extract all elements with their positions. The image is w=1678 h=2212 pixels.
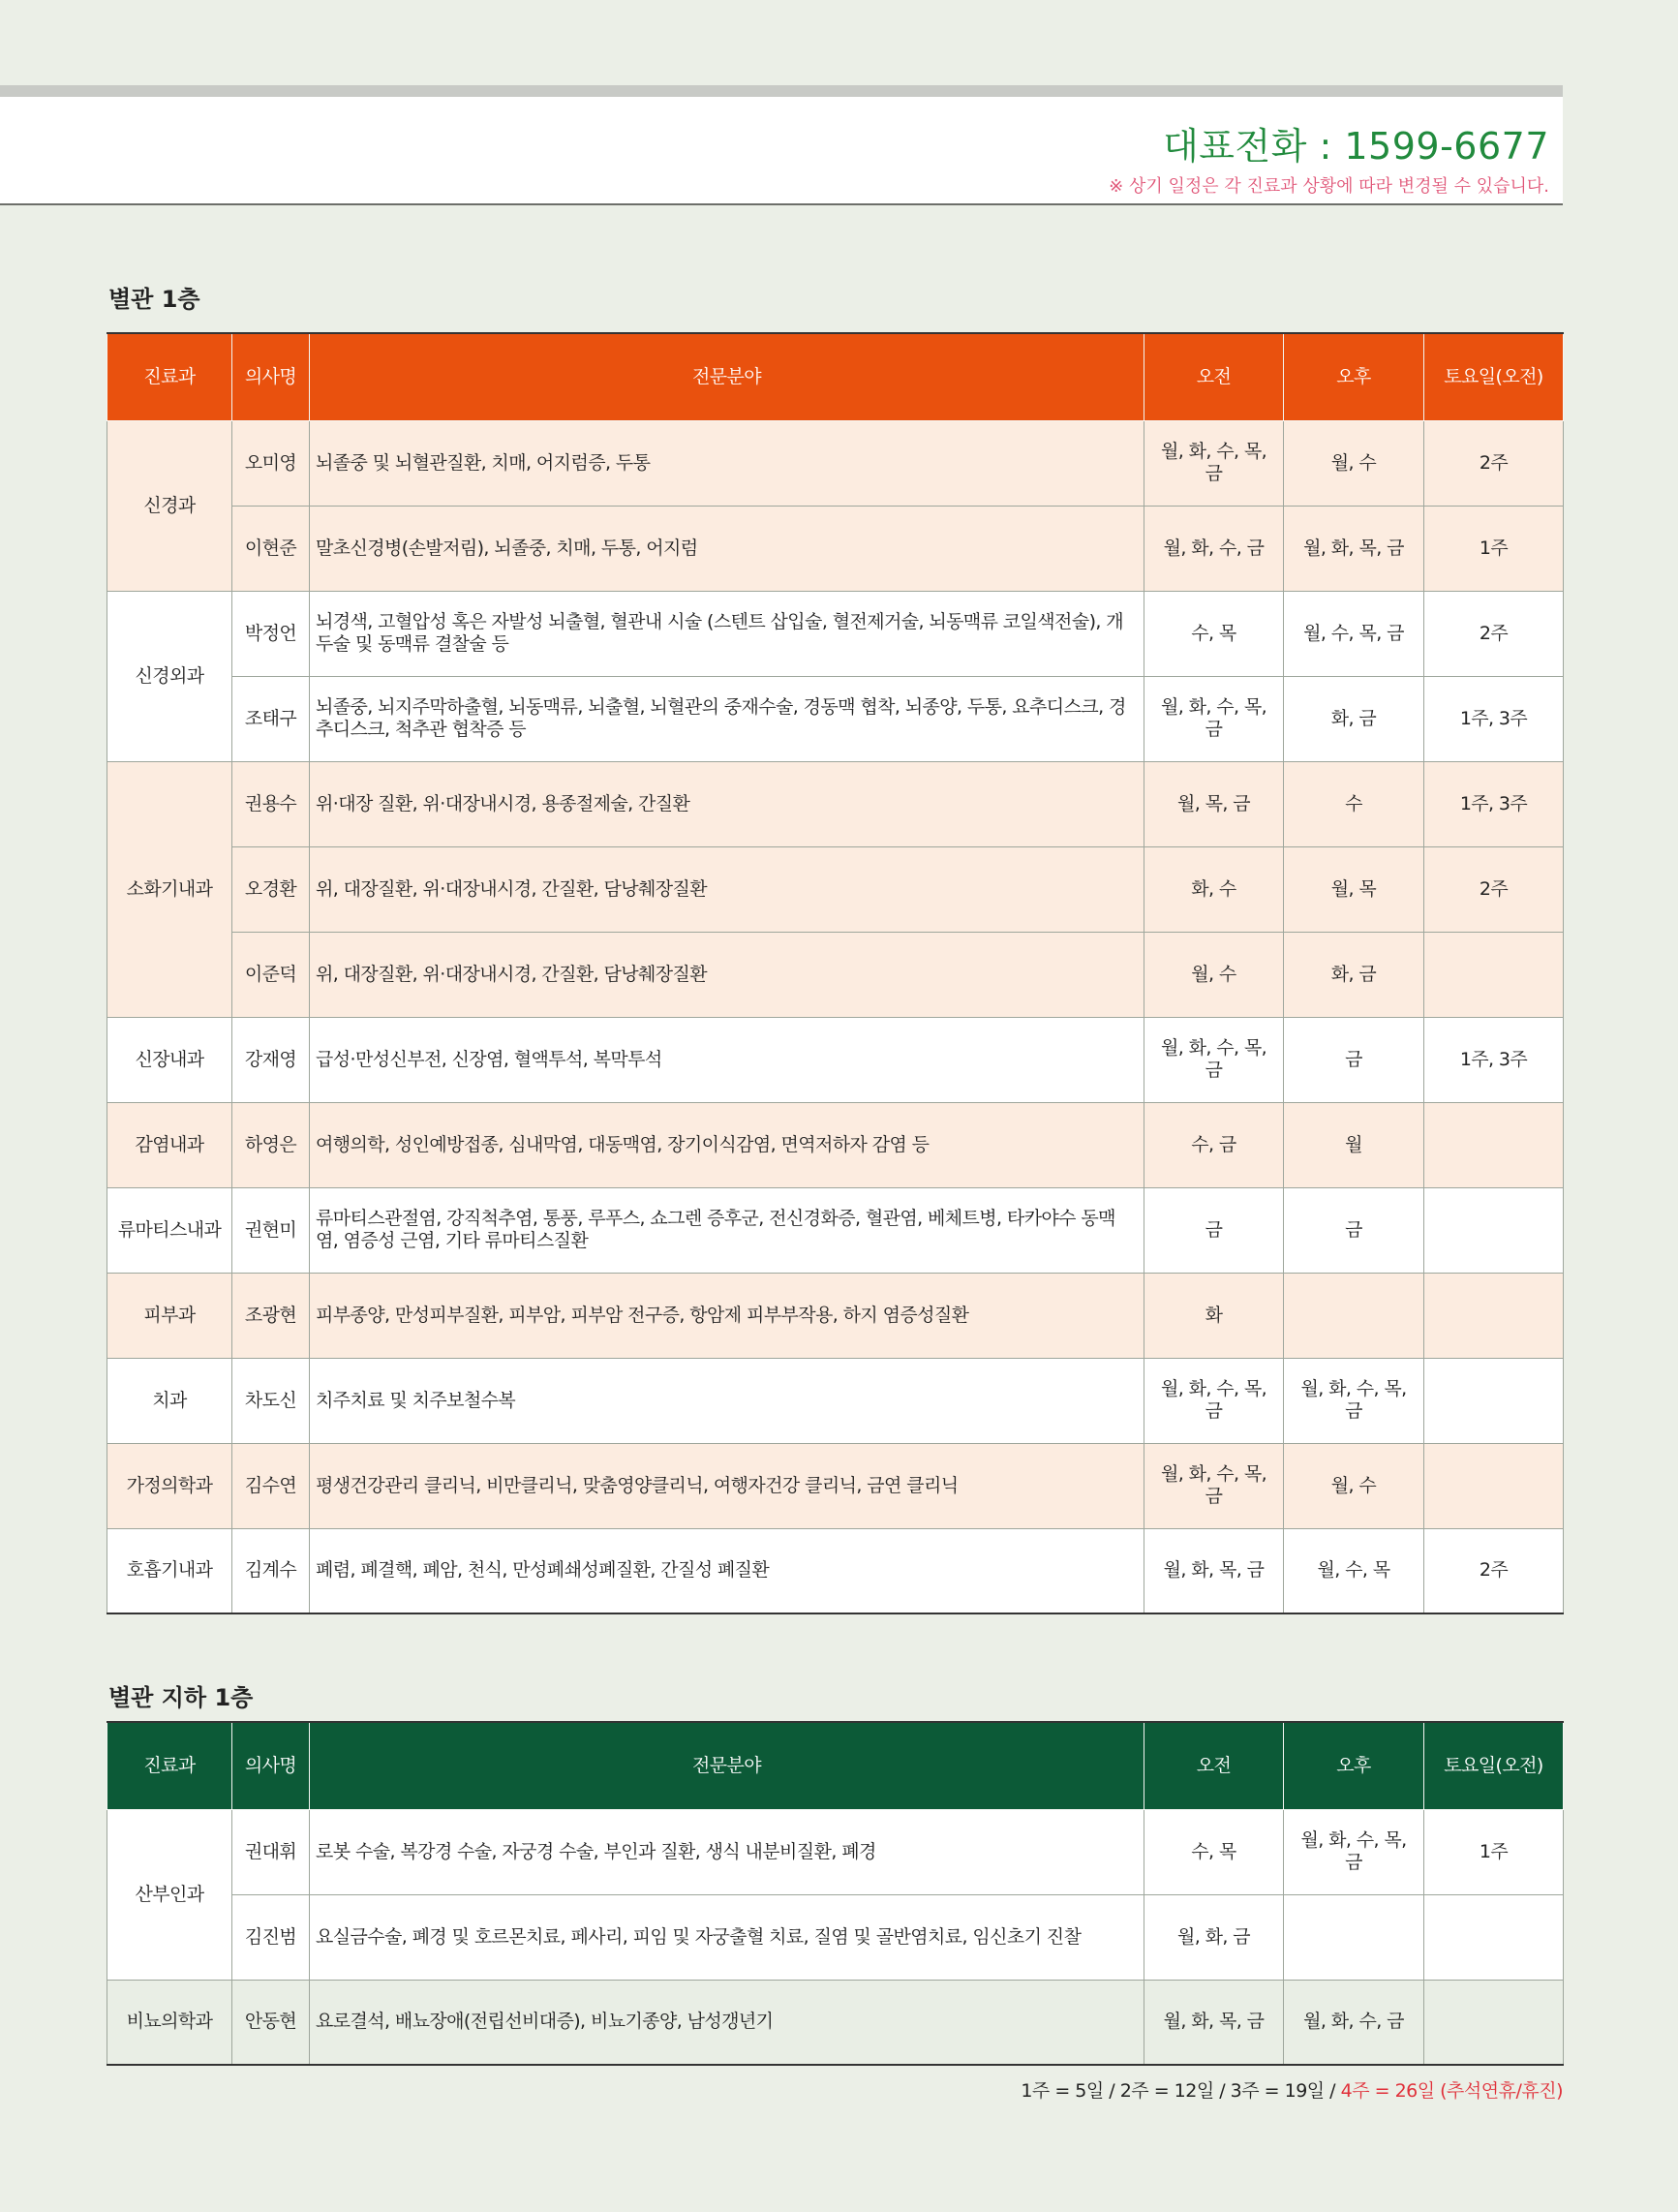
dept-cell: 산부인과: [107, 1809, 232, 1980]
saturday-cell: 2주: [1424, 1528, 1564, 1613]
table-row: [107, 1102, 1564, 1187]
dept-cell: 비뇨의학과: [107, 1980, 232, 2065]
specialty-cell: 로봇 수술, 복강경 수술, 자궁경 수술, 부인과 질환, 생식 내분비질환, 폐경: [310, 1809, 1144, 1894]
schedule-notice: ※ 상기 일정은 각 진료과 상황에 따라 변경될 수 있습니다.: [1109, 176, 1549, 197]
table-row: [107, 1273, 1564, 1358]
dept-cell: 가정의학과: [107, 1443, 232, 1528]
saturday-cell: [1424, 1102, 1564, 1187]
dept-cell: 류마티스내과: [107, 1187, 232, 1273]
doctor-cell: 강재영: [232, 1017, 310, 1102]
pm-cell: 월, 화, 수, 목, 금: [1284, 1809, 1424, 1894]
table-row: [107, 1187, 1564, 1273]
pm-cell: 월, 목: [1284, 846, 1424, 932]
table-header-row: [107, 333, 1564, 420]
am-cell: 월, 화, 수, 목, 금: [1144, 676, 1284, 761]
col-doctor: 의사명: [232, 1722, 310, 1809]
col-doctor: 의사명: [232, 333, 310, 420]
specialty-cell: 평생건강관리 클리닉, 비만클리닉, 맞춤영양클리닉, 여행자건강 클리닉, 금연 클리닉: [310, 1443, 1144, 1528]
saturday-cell: 1주, 3주: [1424, 1017, 1564, 1102]
am-cell: 수, 금: [1144, 1102, 1284, 1187]
saturday-cell: [1424, 1187, 1564, 1273]
doctor-cell: 조태구: [232, 676, 310, 761]
specialty-cell: 위, 대장질환, 위·대장내시경, 간질환, 담낭췌장질환: [310, 846, 1144, 932]
specialty-cell: 요로결석, 배뇨장애(전립선비대증), 비뇨기종양, 남성갱년기: [310, 1980, 1144, 2065]
am-cell: 월, 목, 금: [1144, 761, 1284, 846]
saturday-cell: 1주: [1424, 1809, 1564, 1894]
table-row: [107, 1443, 1564, 1528]
doctor-cell: 이현준: [232, 506, 310, 591]
pm-cell: [1284, 1273, 1424, 1358]
top-header-bar: [0, 85, 1563, 205]
week-dates: 1주 = 5일 / 2주 = 12일 / 3주 = 19일 /: [1021, 2080, 1341, 2102]
saturday-cell: 1주, 3주: [1424, 761, 1564, 846]
am-cell: 월, 화, 목, 금: [1144, 1980, 1284, 2065]
specialty-cell: 말초신경병(손발저림), 뇌졸중, 치매, 두통, 어지럼: [310, 506, 1144, 591]
specialty-cell: 급성·만성신부전, 신장염, 혈액투석, 복막투석: [310, 1017, 1144, 1102]
table-row: [107, 420, 1564, 506]
am-cell: 월, 화, 수, 금: [1144, 506, 1284, 591]
col-am: 오전: [1144, 333, 1284, 420]
pm-cell: 화, 금: [1284, 932, 1424, 1017]
saturday-cell: [1424, 1273, 1564, 1358]
dept-cell: 감염내과: [107, 1102, 232, 1187]
dept-cell: 소화기내과: [107, 761, 232, 1017]
specialty-cell: 치주치료 및 치주보철수복: [310, 1358, 1144, 1443]
pm-cell: 수: [1284, 761, 1424, 846]
specialty-cell: 류마티스관절염, 강직척추염, 통풍, 루푸스, 쇼그렌 증후군, 전신경화증, 혈관염, 베체트병, 타카야수 동맥염, 염증성 근염, 기타 류마티스질환: [310, 1187, 1144, 1273]
pm-cell: [1284, 1894, 1424, 1980]
saturday-cell: 2주: [1424, 846, 1564, 932]
section-title-annex-b1: 별관 지하 1층: [108, 1684, 254, 1711]
col-saturday: 토요일(오전): [1424, 333, 1564, 420]
specialty-cell: 뇌졸중 및 뇌혈관질환, 치매, 어지럼증, 두통: [310, 420, 1144, 506]
doctor-cell: 오경환: [232, 846, 310, 932]
col-specialty: 전문분야: [310, 1722, 1144, 1809]
doctor-cell: 안동현: [232, 1980, 310, 2065]
doctor-cell: 오미영: [232, 420, 310, 506]
table-row: [107, 1809, 1564, 1894]
saturday-cell: [1424, 1894, 1564, 1980]
am-cell: 수, 목: [1144, 1809, 1284, 1894]
table-row: [107, 506, 1564, 591]
doctor-cell: 김계수: [232, 1528, 310, 1613]
holiday-week-note: 4주 = 26일 (추석연휴/휴진): [1340, 2080, 1563, 2102]
table-row: [107, 932, 1564, 1017]
table-header-row: [107, 1722, 1564, 1809]
saturday-cell: 2주: [1424, 420, 1564, 506]
pm-cell: 금: [1284, 1017, 1424, 1102]
table-row: [107, 1358, 1564, 1443]
specialty-cell: 피부종양, 만성피부질환, 피부암, 피부암 전구증, 항암제 피부부작용, 하지 염증성질환: [310, 1273, 1144, 1358]
am-cell: 월, 화, 수, 목, 금: [1144, 1443, 1284, 1528]
doctor-cell: 권용수: [232, 761, 310, 846]
saturday-cell: 2주: [1424, 591, 1564, 676]
col-dept: 진료과: [107, 1722, 232, 1809]
doctor-cell: 권현미: [232, 1187, 310, 1273]
table-row: [107, 1528, 1564, 1613]
table-row: [107, 591, 1564, 676]
annex-1f-schedule-table: [107, 332, 1564, 1614]
specialty-cell: 뇌경색, 고혈압성 혹은 자발성 뇌출혈, 혈관내 시술 (스텐트 삽입술, 혈전제거술, 뇌동맥류 코일색전술), 개두술 및 동맥류 결찰술 등: [310, 591, 1144, 676]
doctor-cell: 이준덕: [232, 932, 310, 1017]
am-cell: 화: [1144, 1273, 1284, 1358]
specialty-cell: 위, 대장질환, 위·대장내시경, 간질환, 담낭췌장질환: [310, 932, 1144, 1017]
saturday-cell: [1424, 1443, 1564, 1528]
dept-cell: 신경외과: [107, 591, 232, 761]
specialty-cell: 폐렴, 폐결핵, 폐암, 천식, 만성폐쇄성폐질환, 간질성 폐질환: [310, 1528, 1144, 1613]
am-cell: 금: [1144, 1187, 1284, 1273]
am-cell: 월, 화, 금: [1144, 1894, 1284, 1980]
specialty-cell: 여행의학, 성인예방접종, 심내막염, 대동맥염, 장기이식감염, 면역저하자 감염 등: [310, 1102, 1144, 1187]
doctor-cell: 하영은: [232, 1102, 310, 1187]
am-cell: 월, 수: [1144, 932, 1284, 1017]
am-cell: 월, 화, 목, 금: [1144, 1528, 1284, 1613]
pm-cell: 월, 수: [1284, 420, 1424, 506]
dept-cell: 신장내과: [107, 1017, 232, 1102]
dept-cell: 치과: [107, 1358, 232, 1443]
am-cell: 화, 수: [1144, 846, 1284, 932]
saturday-week-legend: [1021, 2076, 1563, 2103]
specialty-cell: 요실금수술, 폐경 및 호르몬치료, 페사리, 피임 및 자궁출혈 치료, 질염 및 골반염치료, 임신초기 진찰: [310, 1894, 1144, 1980]
doctor-cell: 김수연: [232, 1443, 310, 1528]
dept-cell: 호흡기내과: [107, 1528, 232, 1613]
saturday-cell: [1424, 932, 1564, 1017]
col-pm: 오후: [1284, 1722, 1424, 1809]
pm-cell: 월, 화, 수, 목, 금: [1284, 1358, 1424, 1443]
doctor-cell: 권대휘: [232, 1809, 310, 1894]
specialty-cell: 위·대장 질환, 위·대장내시경, 용종절제술, 간질환: [310, 761, 1144, 846]
saturday-cell: 1주: [1424, 506, 1564, 591]
am-cell: 월, 화, 수, 목, 금: [1144, 1017, 1284, 1102]
representative-phone: 대표전화 : 1599-6677: [1163, 125, 1549, 168]
table-row: [107, 676, 1564, 761]
pm-cell: 월, 수, 목: [1284, 1528, 1424, 1613]
annex-b1-schedule-table: [107, 1721, 1564, 2066]
dept-cell: 피부과: [107, 1273, 232, 1358]
doctor-cell: 차도신: [232, 1358, 310, 1443]
col-pm: 오후: [1284, 333, 1424, 420]
table-row: [107, 846, 1564, 932]
pm-cell: 월, 화, 목, 금: [1284, 506, 1424, 591]
table-row: [107, 1894, 1564, 1980]
saturday-cell: [1424, 1358, 1564, 1443]
col-am: 오전: [1144, 1722, 1284, 1809]
specialty-cell: 뇌졸중, 뇌지주막하출혈, 뇌동맥류, 뇌출혈, 뇌혈관의 중재수술, 경동맥 협착, 뇌종양, 두통, 요추디스크, 경추디스크, 척추관 협착증 등: [310, 676, 1144, 761]
pm-cell: 금: [1284, 1187, 1424, 1273]
table-row: [107, 1017, 1564, 1102]
col-saturday: 토요일(오전): [1424, 1722, 1564, 1809]
table-row: [107, 1980, 1564, 2065]
pm-cell: 월, 화, 수, 금: [1284, 1980, 1424, 2065]
am-cell: 수, 목: [1144, 591, 1284, 676]
doctor-cell: 김진범: [232, 1894, 310, 1980]
pm-cell: 월: [1284, 1102, 1424, 1187]
col-specialty: 전문분야: [310, 333, 1144, 420]
pm-cell: 월, 수, 목, 금: [1284, 591, 1424, 676]
col-dept: 진료과: [107, 333, 232, 420]
table-row: [107, 761, 1564, 846]
am-cell: 월, 화, 수, 목, 금: [1144, 1358, 1284, 1443]
pm-cell: 화, 금: [1284, 676, 1424, 761]
dept-cell: 신경과: [107, 420, 232, 591]
saturday-cell: [1424, 1980, 1564, 2065]
pm-cell: 월, 수: [1284, 1443, 1424, 1528]
am-cell: 월, 화, 수, 목, 금: [1144, 420, 1284, 506]
doctor-cell: 조광현: [232, 1273, 310, 1358]
section-title-annex-1f: 별관 1층: [108, 286, 200, 313]
doctor-cell: 박정언: [232, 591, 310, 676]
saturday-cell: 1주, 3주: [1424, 676, 1564, 761]
